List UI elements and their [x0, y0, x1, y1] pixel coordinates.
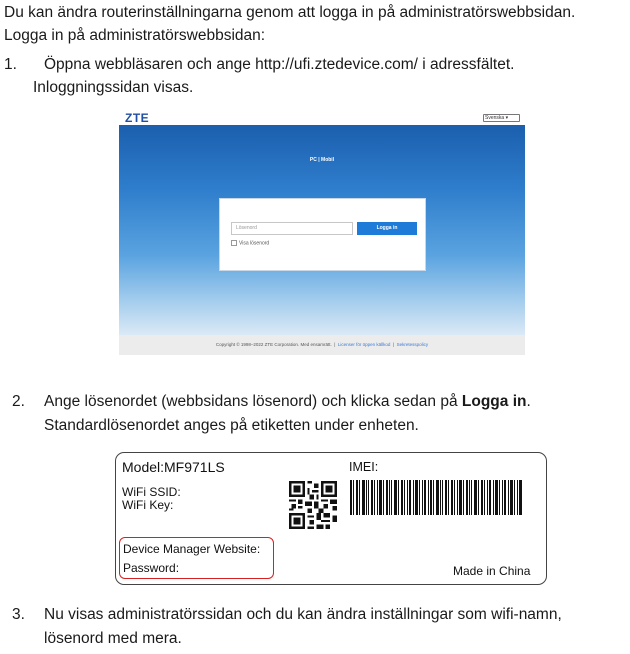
label-imei: IMEI: [349, 460, 379, 474]
language-select-value: Svenska [485, 115, 505, 121]
label-made-in: Made in China [453, 564, 531, 578]
step-2-text-pre: Ange lösenordet (webbsidans lösenord) och klicka sedan på [44, 393, 462, 410]
step-3-text-1: Nu visas administratörssidan och du kan ändra inställningar som wifi-namn, [44, 606, 562, 623]
language-select[interactable] [483, 114, 520, 122]
step-2-text-1 [44, 392, 531, 412]
footer-link-privacy[interactable]: Sekretesspolicy [396, 342, 429, 347]
chevron-down-icon: ▾ [505, 115, 509, 121]
label-wifi-ssid: WiFi SSID: [122, 485, 181, 499]
step-2-text-post: . [526, 393, 531, 410]
show-password-checkbox[interactable] [231, 240, 269, 247]
zte-logo: ZTE [125, 111, 150, 125]
intro-text-2: Logga in på administratörswebbsidan: [4, 27, 266, 44]
step-3-number: 3. [12, 606, 25, 623]
screenshot-footer [119, 335, 525, 355]
label-wifi-key: WiFi Key: [122, 498, 174, 512]
step-1-text-2: Inloggningssidan visas. [33, 79, 194, 96]
step-2-text-2: Standardlösenordet anges på etiketten under enheten. [44, 417, 419, 434]
footer-separator: | [334, 342, 336, 347]
checkbox-icon [231, 240, 237, 246]
footer-copyright: Copyright © 1998–2022 ZTE Corporation. Med ensamrätt. [215, 342, 332, 347]
step-2-text-bold: Logga in [461, 393, 527, 410]
highlight-box [119, 537, 274, 579]
screenshot-header [119, 111, 525, 125]
login-card [219, 198, 426, 271]
label-password: Password: [123, 561, 180, 575]
login-button[interactable]: Logga in [357, 222, 417, 235]
step-2-number: 2. [12, 393, 25, 410]
qr-code-icon [289, 481, 337, 529]
password-input[interactable]: Lösenord [231, 222, 353, 235]
label-model: Model:MF971LS [122, 459, 225, 475]
screenshot-background [119, 125, 525, 335]
label-website: Device Manager Website: [123, 542, 261, 556]
step-1-text-1: Öppna webbläsaren och ange http://ufi.ztedevice.com/ i adressfältet. [44, 56, 515, 73]
footer-separator: | [392, 342, 395, 347]
imei-barcode [350, 480, 522, 515]
step-1-number: 1. [4, 56, 17, 73]
footer-link-licenses[interactable]: Licenser för öppen källkod [337, 342, 391, 347]
intro-text-1: Du kan ändra routerinställningarna genom att logga in på administratörswebbsidan. [4, 4, 576, 21]
step-3-text-2: lösenord med mera. [44, 630, 182, 647]
show-password-label: Visa lösenord [239, 240, 270, 247]
view-switch[interactable]: PC | Mobil [309, 157, 335, 163]
login-page-screenshot [119, 111, 525, 355]
